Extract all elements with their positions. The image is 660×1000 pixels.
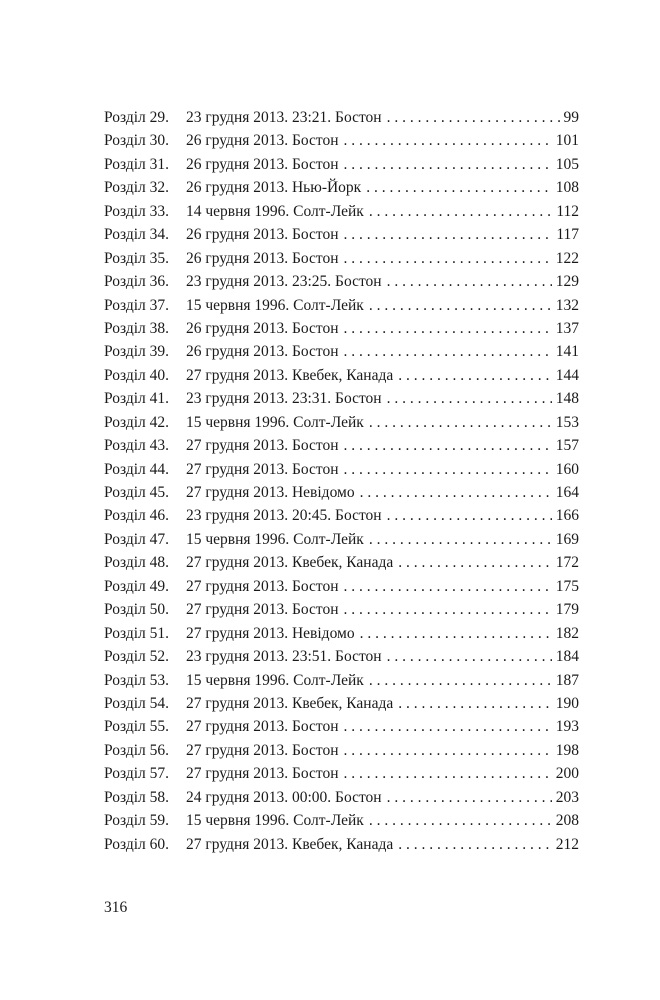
- dot-leader: [369, 411, 552, 434]
- chapter-label: Розділ 51.: [104, 624, 170, 642]
- chapter-page-number: 187: [555, 671, 579, 689]
- toc-entry: [104, 692, 579, 715]
- chapter-title: 26 грудня 2013. Нью-Йорк: [186, 179, 362, 197]
- toc-entry: [104, 622, 579, 645]
- chapter-title: 26 грудня 2013. Бостон: [186, 132, 339, 150]
- chapter-label: Розділ 39.: [104, 343, 170, 361]
- toc-entry: [104, 294, 579, 317]
- dot-leader: [344, 458, 552, 481]
- chapter-page-number: 166: [555, 507, 579, 525]
- chapter-label: Розділ 31.: [104, 155, 170, 173]
- chapter-page-number: 193: [555, 718, 579, 736]
- dot-leader: [344, 739, 552, 762]
- toc-entry: [104, 809, 579, 832]
- chapter-label: Розділ 58.: [104, 788, 170, 806]
- chapter-title: 23 грудня 2013. 20:45. Бостон: [186, 507, 382, 525]
- chapter-label: Розділ 29.: [104, 109, 170, 126]
- chapter-label: Розділ 30.: [104, 132, 170, 150]
- toc-entry: [104, 340, 579, 363]
- dot-leader: [344, 575, 552, 598]
- chapter-label: Розділ 46.: [104, 507, 170, 525]
- toc-entry: [104, 786, 579, 809]
- chapter-title: 27 грудня 2013. Квебек, Канада: [186, 554, 394, 572]
- chapter-page-number: 203: [555, 788, 579, 806]
- dot-leader: [360, 481, 552, 504]
- toc-entry: [104, 833, 579, 856]
- dot-leader: [387, 645, 552, 668]
- chapter-page-number: 132: [555, 296, 579, 314]
- chapter-label: Розділ 44.: [104, 460, 170, 478]
- toc-entry: [104, 223, 579, 246]
- chapter-page-number: 144: [555, 366, 579, 384]
- dot-leader: [369, 294, 552, 317]
- chapter-page-number: 169: [555, 530, 579, 548]
- chapter-page-number: 190: [555, 694, 579, 712]
- chapter-label: Розділ 40.: [104, 366, 170, 384]
- chapter-title: 15 червня 1996. Солт-Лейк: [186, 671, 364, 689]
- chapter-label: Розділ 60.: [104, 835, 170, 853]
- dot-leader: [387, 387, 552, 410]
- dot-leader: [360, 622, 552, 645]
- chapter-page-number: 208: [555, 812, 579, 830]
- chapter-page-number: 117: [556, 226, 579, 244]
- chapter-page-number: 153: [555, 413, 579, 431]
- toc-entry: [104, 176, 579, 199]
- dot-leader: [369, 528, 552, 551]
- chapter-page-number: 137: [555, 319, 579, 337]
- dot-leader: [366, 176, 552, 199]
- chapter-page-number: 172: [555, 554, 579, 572]
- chapter-title: 15 червня 1996. Солт-Лейк: [186, 413, 364, 431]
- dot-leader: [344, 762, 552, 785]
- chapter-label: Розділ 52.: [104, 648, 170, 666]
- chapter-page-number: 157: [555, 437, 579, 455]
- chapter-page-number: 101: [555, 132, 579, 150]
- chapter-label: Розділ 34.: [104, 226, 170, 244]
- chapter-page-number: 212: [555, 835, 579, 853]
- chapter-label: Розділ 54.: [104, 694, 170, 712]
- chapter-title: 27 грудня 2013. Бостон: [186, 601, 339, 619]
- chapter-page-number: 122: [555, 249, 579, 267]
- chapter-page-number: 108: [555, 179, 579, 197]
- dot-leader: [344, 715, 552, 738]
- chapter-title: 27 грудня 2013. Невідомо: [186, 484, 355, 501]
- chapter-page-number: 112: [556, 202, 579, 220]
- dot-leader: [369, 200, 552, 223]
- chapter-page-number: 184: [555, 648, 579, 666]
- chapter-title: 15 червня 1996. Солт-Лейк: [186, 812, 364, 830]
- page-number: 316: [104, 899, 128, 916]
- toc-entry: [104, 106, 579, 129]
- dot-leader: [387, 270, 552, 293]
- toc-entry: [104, 575, 579, 598]
- chapter-title: 27 грудня 2013. Бостон: [186, 577, 339, 595]
- chapter-title: 26 грудня 2013. Бостон: [186, 319, 339, 337]
- dot-leader: [344, 153, 552, 176]
- chapter-title: 27 грудня 2013. Бостон: [186, 460, 339, 478]
- chapter-title: 23 грудня 2013. 23:25. Бостон: [186, 273, 382, 291]
- toc-entry: [104, 129, 579, 152]
- chapter-title: 14 червня 1996. Солт-Лейк: [186, 202, 364, 220]
- dot-leader: [344, 129, 552, 152]
- chapter-title: 26 грудня 2013. Бостон: [186, 226, 339, 244]
- dot-leader: [344, 223, 553, 246]
- dot-leader: [344, 317, 552, 340]
- dot-leader: [387, 786, 552, 809]
- chapter-title: 27 грудня 2013. Бостон: [186, 765, 339, 783]
- chapter-label: Розділ 47.: [104, 530, 170, 548]
- chapter-page-number: 148: [555, 390, 579, 408]
- dot-leader: [387, 106, 560, 129]
- chapter-title: 26 грудня 2013. Бостон: [186, 155, 339, 173]
- chapter-title: 23 грудня 2013. 23:21. Бостон: [186, 109, 382, 126]
- toc-entry: [104, 739, 579, 762]
- toc-entry: [104, 387, 579, 410]
- dot-leader: [387, 504, 552, 527]
- chapter-page-number: 164: [555, 484, 579, 501]
- chapter-title: 26 грудня 2013. Бостон: [186, 249, 339, 267]
- chapter-page-number: 200: [555, 765, 579, 783]
- toc-entry: [104, 551, 579, 574]
- toc-entry: [104, 434, 579, 457]
- dot-leader: [398, 364, 552, 387]
- chapter-label: Розділ 50.: [104, 601, 170, 619]
- toc-entry: [104, 762, 579, 785]
- toc-entry: [104, 317, 579, 340]
- toc-entry: [104, 153, 579, 176]
- chapter-page-number: 179: [555, 601, 579, 619]
- chapter-title: 23 грудня 2013. 23:51. Бостон: [186, 648, 382, 666]
- dot-leader: [398, 833, 552, 856]
- dot-leader: [344, 247, 552, 270]
- dot-leader: [398, 692, 552, 715]
- dot-leader: [369, 809, 552, 832]
- toc-entry: [104, 504, 579, 527]
- chapter-label: Розділ 32.: [104, 179, 170, 197]
- chapter-page-number: 175: [555, 577, 579, 595]
- chapter-label: Розділ 43.: [104, 437, 170, 455]
- chapter-title: 27 грудня 2013. Бостон: [186, 718, 339, 736]
- chapter-page-number: 129: [555, 273, 579, 291]
- table-of-contents: [104, 106, 579, 856]
- toc-entry: [104, 481, 579, 504]
- chapter-page-number: 99: [563, 109, 579, 126]
- chapter-title: 27 грудня 2013. Квебек, Канада: [186, 835, 394, 853]
- chapter-page-number: 160: [555, 460, 579, 478]
- chapter-title: 23 грудня 2013. 23:31. Бостон: [186, 390, 382, 408]
- toc-entry: [104, 598, 579, 621]
- toc-entry: [104, 247, 579, 270]
- dot-leader: [398, 551, 552, 574]
- chapter-page-number: 141: [555, 343, 579, 361]
- chapter-label: Розділ 45.: [104, 484, 170, 501]
- dot-leader: [344, 598, 552, 621]
- chapter-label: Розділ 48.: [104, 554, 170, 572]
- chapter-title: 27 грудня 2013. Квебек, Канада: [186, 694, 394, 712]
- chapter-page-number: 182: [555, 624, 579, 642]
- chapter-label: Розділ 55.: [104, 718, 170, 736]
- chapter-title: 27 грудня 2013. Квебек, Канада: [186, 366, 394, 384]
- chapter-page-number: 198: [555, 741, 579, 759]
- chapter-title: 27 грудня 2013. Бостон: [186, 437, 339, 455]
- toc-entry: [104, 270, 579, 293]
- chapter-label: Розділ 41.: [104, 390, 170, 408]
- chapter-label: Розділ 57.: [104, 765, 170, 783]
- toc-entry: [104, 411, 579, 434]
- dot-leader: [344, 340, 552, 363]
- chapter-label: Розділ 56.: [104, 741, 170, 759]
- toc-entry: [104, 715, 579, 738]
- chapter-label: Розділ 38.: [104, 319, 170, 337]
- dot-leader: [369, 669, 552, 692]
- chapter-title: 15 червня 1996. Солт-Лейк: [186, 530, 364, 548]
- dot-leader: [344, 434, 552, 457]
- chapter-title: 27 грудня 2013. Бостон: [186, 741, 339, 759]
- chapter-page-number: 105: [555, 155, 579, 173]
- toc-entry: [104, 200, 579, 223]
- toc-entry: [104, 364, 579, 387]
- chapter-title: 27 грудня 2013. Невідомо: [186, 624, 355, 642]
- toc-entry: [104, 669, 579, 692]
- toc-entry: [104, 645, 579, 668]
- chapter-title: 26 грудня 2013. Бостон: [186, 343, 339, 361]
- chapter-label: Розділ 42.: [104, 413, 170, 431]
- toc-entry: [104, 528, 579, 551]
- chapter-label: Розділ 35.: [104, 249, 170, 267]
- toc-entry: [104, 458, 579, 481]
- chapter-label: Розділ 53.: [104, 671, 170, 689]
- chapter-label: Розділ 59.: [104, 812, 170, 830]
- chapter-title: 15 червня 1996. Солт-Лейк: [186, 296, 364, 314]
- chapter-label: Розділ 33.: [104, 202, 170, 220]
- chapter-title: 24 грудня 2013. 00:00. Бостон: [186, 788, 382, 806]
- chapter-label: Розділ 37.: [104, 296, 170, 314]
- chapter-label: Розділ 36.: [104, 273, 170, 291]
- chapter-label: Розділ 49.: [104, 577, 170, 595]
